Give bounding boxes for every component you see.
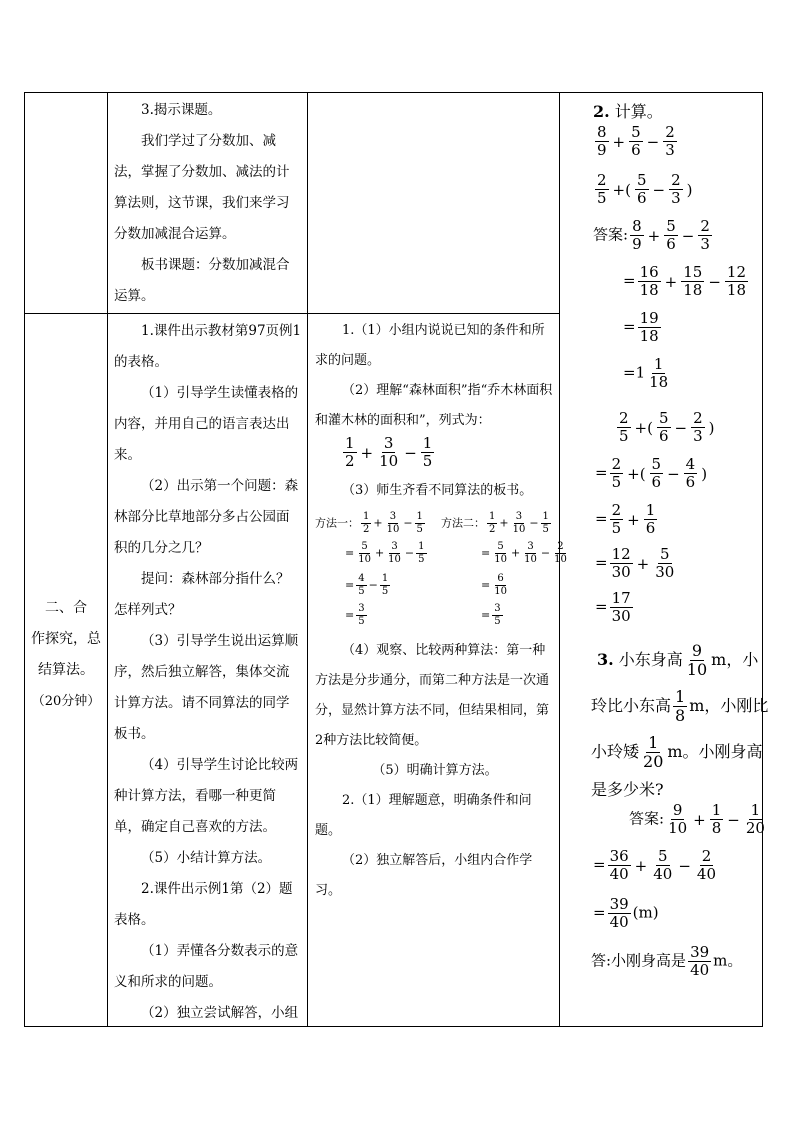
item3-title: 3.揭示课题。 — [141, 102, 222, 118]
teacher-p7: （5）小结计算方法。 — [141, 850, 272, 866]
q3-step: = $\frac{39}{40}$ (m) — [593, 895, 659, 931]
teacher-p2: （1）引导学生读懂表格的内容，并用自己的语言表达出来。 — [114, 385, 299, 463]
q2-step: = $\frac{16}{18}$ + $\frac{15}{18}$ − $\frac{12}{18}$ — [623, 263, 747, 299]
q2-heading: 2. 计算。 — [593, 102, 663, 121]
item3-text: 我们学过了分数加、减法，掌握了分数加、减法的计算法则，这节课，我们来学习分数加减混合运算。 — [114, 133, 290, 242]
q2-expr-2: $\frac{2}{5}$ +( $\frac{5}{6}$ − $\frac{2}{3}$ ) — [597, 171, 693, 207]
student-p7: （2）独立解答后，小组内合作学习。 — [315, 853, 533, 898]
q2-answer-2: $\frac{2}{5}$ +( $\frac{5}{6}$ − $\frac{2}{3}$ ) — [619, 409, 715, 445]
q3-line-4: 是多少米? — [591, 780, 664, 799]
answer-label: 答案: — [593, 225, 629, 244]
col-divider-2 — [307, 93, 308, 1026]
teacher-p10: （2）独立尝试解答，小组 — [141, 1005, 299, 1021]
student-p5: （5）明确计算方法。 — [372, 763, 498, 778]
teacher-p1: 1.课件出示教材第97页例1的表格。 — [114, 323, 302, 370]
lesson-table — [24, 92, 769, 1027]
q3-line-1: 3. 小东身高 $\frac{9}{10}$ m，小 — [597, 641, 759, 679]
methods-block: 方法一： $\frac{1}{2}$ + $\frac{3}{10}$ − $\frac{1}{5}$ 方法二： $\frac{1}{2}$ + $\frac{3}{10}$ − $\frac{1}{5}$ = $\frac{5}{10}$ + $\frac{3}{10}$ − $\frac{1}{5}$ = $\frac{5}{10}$ + $\frac{3}{10}$ − $\frac{2}{10}$ = $\frac{4}{5}$ − $\frac{1}{5}$ = $\frac{6}{10}$ = $\frac{3}{5}$ = $\frac{3}{5}$ — [315, 511, 567, 627]
q2-step: =1 $\frac{1}{18}$ — [623, 355, 669, 391]
q3-step: = $\frac{36}{40}$ + $\frac{5}{40}$ − $\frac{2}{40}$ — [593, 847, 717, 883]
q2-answer-1: 答案: $\frac{8}{9}$ + $\frac{5}{6}$ − $\frac{2}{3}$ — [593, 217, 710, 253]
q2-step: = $\frac{12}{30}$ + $\frac{5}{30}$ — [595, 545, 675, 581]
q2-step: = $\frac{19}{18}$ — [623, 309, 659, 345]
student-p3: （3）师生齐看不同算法的板书。 — [342, 483, 533, 498]
method1-label: 方法一： — [315, 516, 359, 530]
q3-final: 答:小刚身高是 $\frac{39}{40}$ m。 — [591, 943, 743, 979]
exercise-cell — [563, 93, 769, 1026]
teacher-p8: 2.课件出示例1第（2）题表格。 — [114, 881, 293, 928]
student-p6: 2.（1）理解题意，明确条件和问题。 — [315, 793, 532, 838]
q2-expr-1: $\frac{8}{9}$ + $\frac{5}{6}$ − $\frac{2}{3}$ — [597, 123, 675, 159]
formula-1: $\frac{1}{2}$ + $\frac{3}{10}$ − $\frac{1}{5}$ — [345, 434, 433, 470]
row-divider — [25, 313, 559, 314]
col-divider-1 — [107, 93, 108, 1026]
row2-student-cell — [315, 316, 567, 1026]
student-p4: （4）观察、比较两种算法：第一种方法是分步通分，而第二种方法是一次通分，显然计算方法不同，但结果相同，第2种方法比较简便。 — [315, 643, 550, 748]
q3-line-3: 小玲矮 $\frac{1}{20}$ m。小刚身高 — [591, 733, 763, 771]
teacher-p6: （4）引导学生讨论比较两种计算方法，看哪一种更简单，确定自己喜欢的方法。 — [114, 757, 299, 835]
student-p1: 1.（1）小组内说说已知的条件和所求的问题。 — [315, 323, 545, 368]
q3-answer: 答案: $\frac{9}{10}$ + $\frac{1}{8}$ − $\frac{1}{20}$ — [629, 801, 765, 837]
stage-label — [25, 593, 107, 709]
teacher-p3: （2）出示第一个问题：森林部分比草地部分多占公园面积的几分之几？ — [114, 478, 299, 556]
stage-line: （20分钟） — [31, 694, 101, 709]
student-p2: （2）理解“森林面积”指“乔木林面积和灌木林的面积和”，列式为： — [315, 383, 553, 428]
method2-label: 方法二： — [441, 516, 485, 530]
row1-teacher-cell — [114, 95, 302, 312]
q3-line-2: 玲比小东高 $\frac{1}{8}$ m，小刚比 — [591, 687, 769, 725]
stage-line: 二、合 — [45, 600, 87, 616]
q2-step: = $\frac{2}{5}$ + $\frac{1}{6}$ — [595, 501, 656, 537]
item3-board: 板书课题：分数加减混合运算。 — [114, 257, 290, 304]
q2-step: = $\frac{17}{30}$ — [595, 589, 631, 625]
row2-teacher-cell — [114, 316, 302, 1026]
q2-step: = $\frac{2}{5}$ +( $\frac{5}{6}$ − $\frac{4}{6}$ ) — [595, 455, 708, 491]
stage-line: 结算法。 — [38, 662, 94, 678]
teacher-p5: （3）引导学生说出运算顺序，然后独立解答，集体交流计算方法。请不同算法的同学板书。 — [114, 633, 299, 742]
teacher-p9: （1）弄懂各分数表示的意义和所求的问题。 — [114, 943, 299, 990]
teacher-p4: 提问：森林部分指什么？怎样列式？ — [114, 571, 290, 618]
stage-line: 作探究，总 — [31, 631, 101, 647]
